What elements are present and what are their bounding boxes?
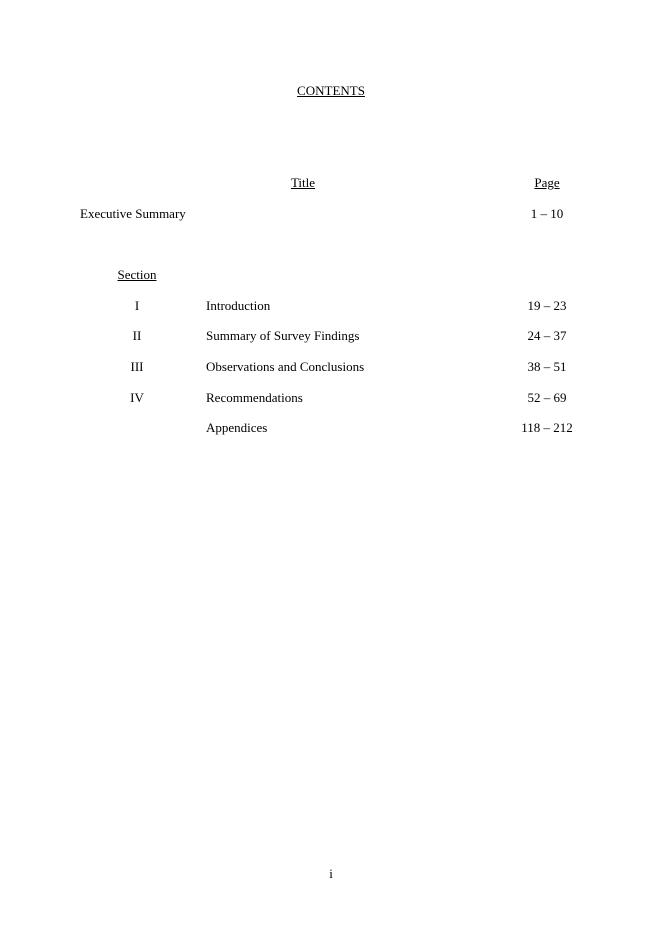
section-title: Summary of Survey Findings	[206, 328, 360, 343]
section-pages: 38 – 51	[527, 359, 567, 374]
column-header-page: Page	[534, 175, 560, 190]
page-number-footer: i	[329, 866, 333, 881]
column-header-title: Title	[290, 175, 316, 190]
appendices-pages: 118 – 212	[521, 420, 573, 435]
executive-summary-pages: 1 – 10	[530, 206, 564, 221]
executive-summary-label: Executive Summary	[80, 206, 186, 221]
section-pages: 19 – 23	[527, 298, 567, 313]
section-pages: 24 – 37	[527, 328, 567, 343]
page-title: CONTENTS	[297, 83, 365, 98]
section-number: III	[130, 359, 144, 374]
section-number: IV	[130, 390, 144, 405]
section-number: II	[132, 328, 142, 343]
section-pages: 52 – 69	[527, 390, 567, 405]
section-title: Recommendations	[206, 390, 303, 405]
section-title: Introduction	[206, 298, 271, 313]
section-title: Observations and Conclusions	[206, 359, 365, 374]
section-header: Section	[117, 267, 157, 282]
section-number: I	[134, 298, 140, 313]
appendices-title: Appendices	[206, 420, 268, 435]
